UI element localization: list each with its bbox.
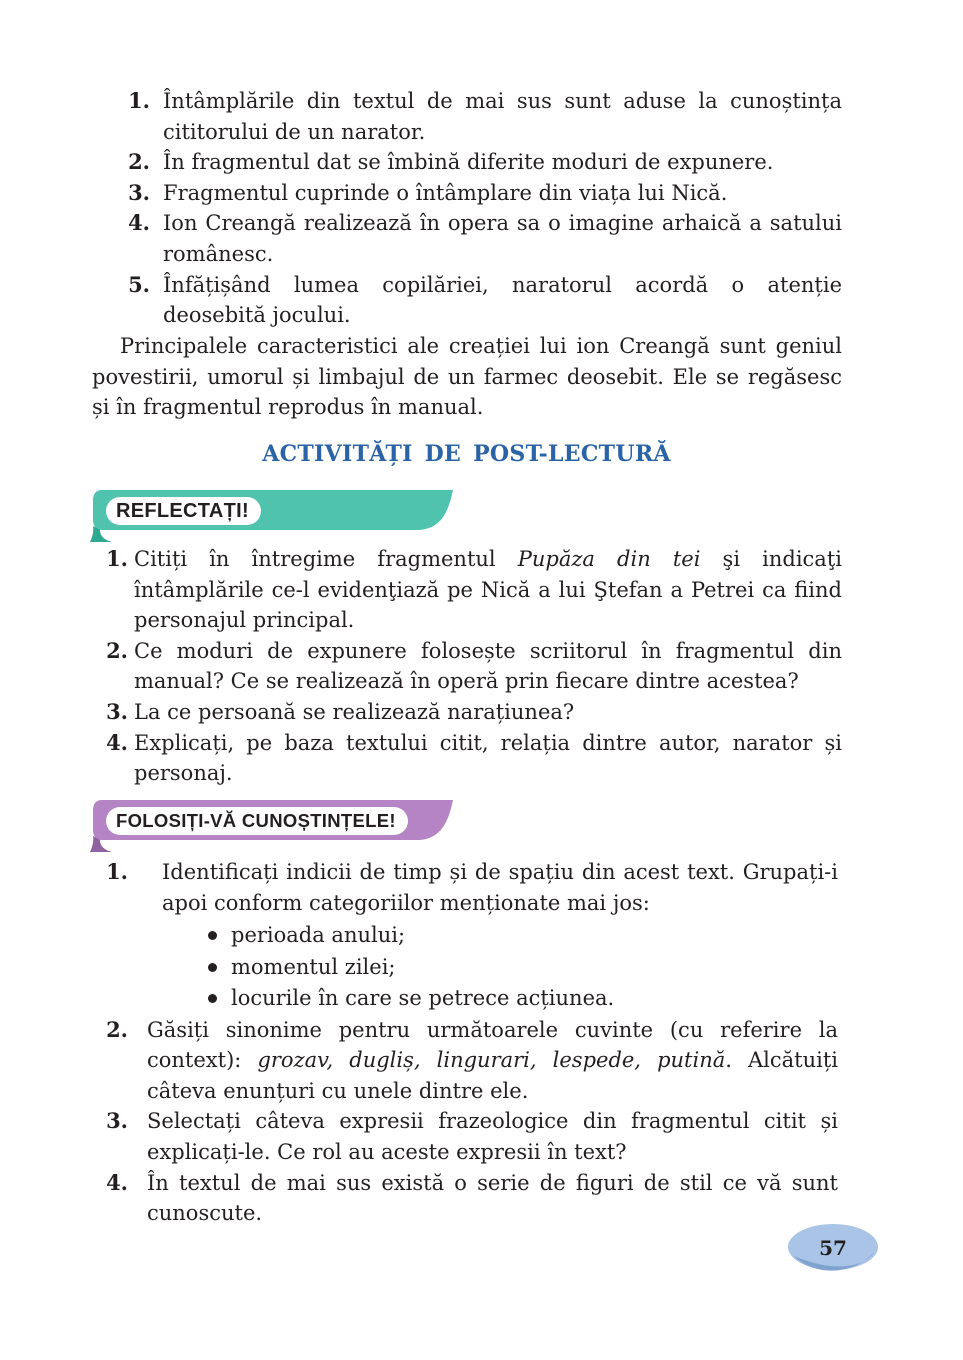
bullet-icon (202, 952, 231, 984)
bullet-item (202, 952, 838, 984)
page-number-badge (786, 1220, 880, 1272)
item-number: 2. (106, 1016, 128, 1042)
list-item (98, 544, 842, 636)
bullet-text: momentul zilei; (231, 954, 396, 979)
item-number: 3. (106, 1108, 128, 1134)
item-text (134, 544, 842, 636)
list-item (98, 636, 842, 697)
item-number: 1. (128, 88, 150, 113)
use-knowledge-banner (90, 800, 455, 852)
reflect-label: REFLECTAȚI! (106, 497, 261, 525)
text-fragment: Găsiți sinonime pentru următoarele cuvinte (cu referire la context): (147, 1017, 838, 1073)
item-text: Întâmplările din textul de mai sus sunt aduse la cunoștința cititorului de un narator. (163, 89, 842, 144)
list-item (120, 270, 842, 331)
list-item (98, 1106, 838, 1167)
item-text: La ce persoană se realizează narațiunea? (134, 699, 575, 724)
bullet-text: locurile în care se petrece acțiunea. (231, 986, 615, 1011)
list-item (120, 208, 842, 269)
bullet-icon (202, 983, 231, 1015)
text-fragment: Citiți în întregime fragmentul (134, 547, 518, 571)
item-number: 4. (106, 729, 128, 755)
list-item (98, 1015, 838, 1107)
section-title: ACTIVITĂȚI DE POST-LECTURĂ (262, 441, 671, 467)
reflect-banner (90, 490, 455, 542)
bullet-icon (202, 920, 231, 952)
item-text (147, 1015, 838, 1107)
item-text: Fragmentul cuprinde o întâmplare din viața lui Nică. (163, 180, 728, 205)
text-fragment: . Alcătuiți câteva enunțuri cu unele dintre ele. (147, 1048, 838, 1103)
item-body (162, 857, 838, 1015)
list-item (120, 178, 842, 209)
text-fragment: şi indicaţi întâmplările ce-l evidenţiază pe Nică a lui Ştefan a Petrei ca fiind personajul principal. (134, 547, 842, 633)
item-text: Înfățișând lumea copilăriei, naratorul acordă o atenție deosebită jocului. (163, 272, 842, 328)
item-number: 4. (128, 210, 150, 236)
item-number: 3. (128, 179, 150, 205)
intro-statements-list (120, 86, 842, 331)
page-number: 57 (819, 1236, 847, 1260)
item-number: 2. (128, 149, 150, 175)
list-item (98, 728, 842, 789)
item-text: Selectați câteva expresii frazeologice din fragmentul citit și explicați-le. Ce rol au aceste expresii în text? (147, 1109, 838, 1165)
use-knowledge-label: FOLOSIȚI-VĂ CUNOȘTINȚELE! (106, 807, 408, 835)
item-text: În textul de mai sus există o serie de figuri de stil ce vă sunt cunoscute. (147, 1170, 838, 1226)
item-number: 4. (106, 1169, 128, 1195)
list-item (120, 86, 842, 147)
item-number: 2. (106, 637, 128, 663)
item-text: În fragmentul dat se îmbină diferite moduri de expunere. (163, 150, 774, 175)
bullet-item (202, 983, 838, 1015)
item-number: 1. (106, 859, 128, 884)
item-text: Explicați, pe baza textului citit, relația dintre autor, narator și personaj. (134, 730, 842, 786)
category-bullets (162, 920, 838, 1015)
word-list: grozav, dugliș, lingurari, lespede, putină (257, 1048, 726, 1073)
reflect-questions-list (98, 544, 842, 789)
bullet-text: perioada anului; (231, 923, 406, 948)
list-item (98, 697, 842, 728)
body-paragraph: Principalele caracteristici ale creației lui ion Creangă sunt geniul povestirii, umorul și limbajul de un farmec deosebit. Ele se regăsesc și în fragmentul reprodus în manual. (92, 334, 842, 420)
item-number: 5. (128, 271, 150, 297)
item-text: Ion Creangă realizează în opera sa o imagine arhaică a satului românesc. (163, 211, 842, 266)
work-title: Pupăza din tei (517, 547, 701, 571)
item-number: 3. (106, 698, 128, 724)
list-item (98, 1168, 838, 1229)
bullet-item (202, 920, 838, 952)
list-item (98, 857, 838, 1015)
use-knowledge-list (98, 857, 838, 1229)
list-item (120, 147, 842, 178)
item-number: 1. (106, 546, 128, 571)
item-text: Ce moduri de expunere folosește scriitorul în fragmentul din manual? Ce se realizează în operă prin fiecare dintre acestea? (134, 638, 842, 694)
item-text: Identificați indicii de timp și de spațiu din acest text. Grupați-i apoi conform categoriilor menționate mai jos: (162, 860, 838, 915)
